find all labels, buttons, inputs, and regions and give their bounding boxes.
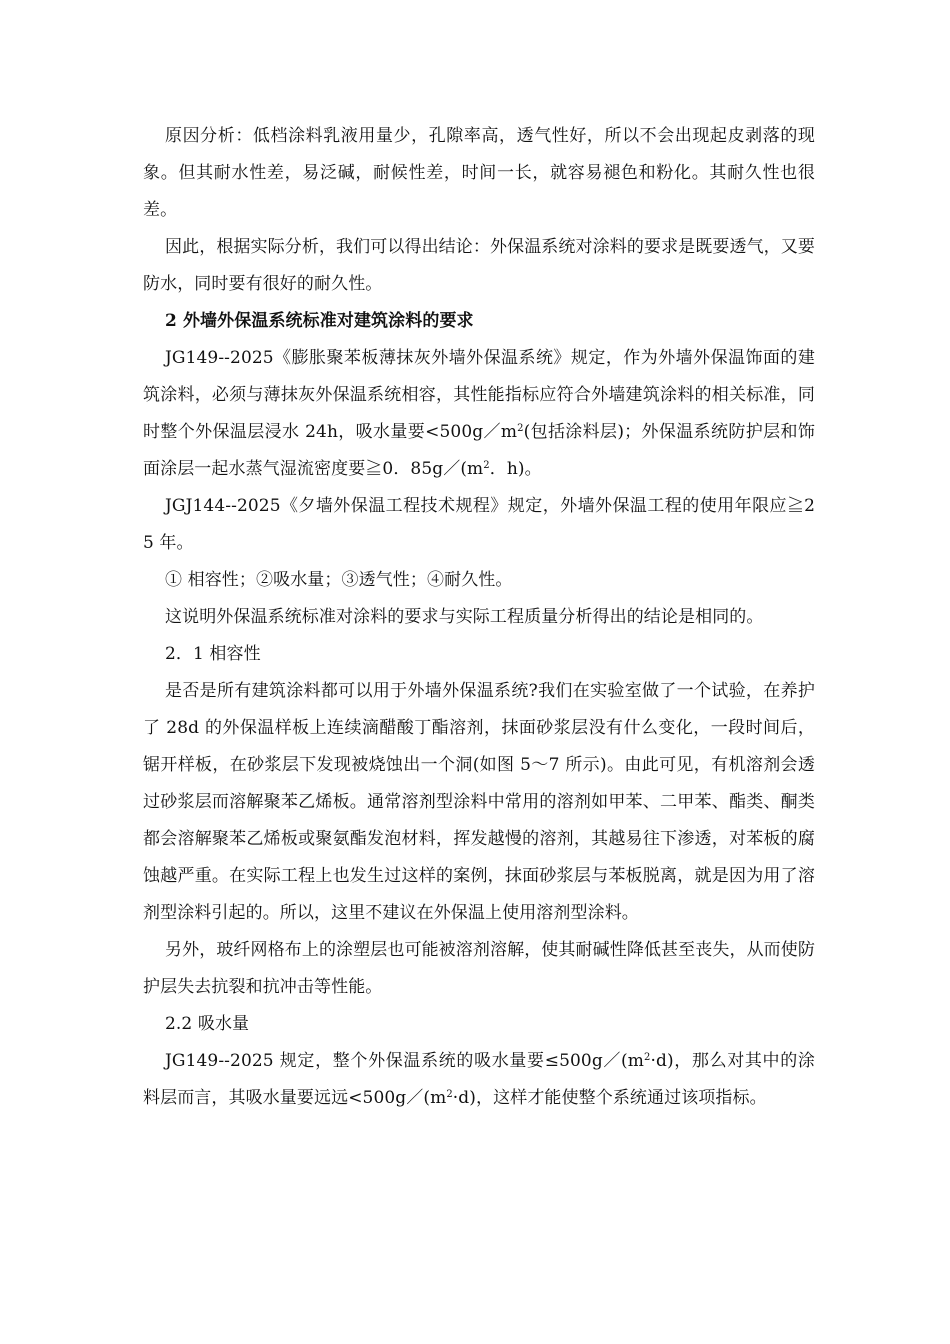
paragraph-cause-analysis: 原因分析：低档涂料乳液用量少，孔隙率高，透气性好，所以不会出现起皮剥落的现象。但其耐水性差，易泛碱，耐候性差，时间一长，就容易褪色和粉化。其耐久性也很差。 bbox=[143, 126, 815, 220]
paragraph-standard-consistency: 这说明外保温系统标准对涂料的要求与实际工程质量分析得出的结论是相同的。 bbox=[165, 607, 764, 627]
paragraph-compatibility-experiment: 是否是所有建筑涂料都可以用于外墙外保温系统?我们在实验室做了一个试验，在养护了 28d 的外保温样板上连续滴醋酸丁酯溶剂，抹面砂浆层没有什么变化，一段时间后，锯开样板，在砂浆层下发现被烧蚀出一个洞(如图 5～7 所示)。由此可见，有机溶剂会透过砂浆层而溶解聚苯乙烯板。通常溶剂型涂料中常用的溶剂如甲苯、二甲苯、酯类、酮类都会溶解聚苯乙烯板或聚氨酯发泡材料，挥发越慢的溶剂，其越易往下渗透，对苯板的腐蚀越严重。在实际工程上也发生过这样的案例，抹面砂浆层与苯板脱离，就是因为用了溶剂型涂料引起的。所以，这里不建议在外保温上使用溶剂型涂料。 bbox=[143, 681, 815, 923]
paragraph-jg149-standard: JG149--2025《膨胀聚苯板薄抹灰外墙外保温系统》规定，作为外墙外保温饰面的建筑涂料，必须与薄抹灰外保温系统相容，其性能指标应符合外墙建筑涂料的相关标准，同时整个外保温层浸水 24h，吸水量要$<500g/m^2$(包括涂料层)；外保温系统防护层和饰面涂层一起水蒸气湿流密度要≧0．$85g/(m^2$．h)。 bbox=[143, 348, 815, 479]
document-page bbox=[143, 118, 815, 1117]
subsection-heading-2-2: 2.2 吸水量 bbox=[165, 1014, 250, 1034]
paragraph-water-absorption: JG149--2025 规定，整个外保温系统的吸水量要$\le 500g/(m^2\cdot d)$，那么对其中的涂料层而言，其吸水量要远远$<500g/(m^2\cdot d)$，这样才能使整个系统通过该项指标。 bbox=[143, 1051, 815, 1108]
paragraph-jgj144-standard: JGJ144--2025《夕墙外保温工程技术规程》规定，外墙外保温工程的使用年限应≧25 年。 bbox=[143, 496, 815, 553]
section-heading-2: 2 外墙外保温系统标准对建筑涂料的要求 bbox=[165, 311, 474, 331]
paragraph-requirements-list: ① 相容性；②吸水量；③透气性；④耐久性。 bbox=[165, 570, 513, 590]
paragraph-fiberglass-mesh: 另外，玻纤网格布上的涂塑层也可能被溶剂溶解，使其耐碱性降低甚至丧失，从而使防护层失去抗裂和抗冲击等性能。 bbox=[143, 940, 815, 997]
subsection-heading-2-1: 2．1 相容性 bbox=[165, 644, 261, 664]
paragraph-conclusion: 因此，根据实际分析，我们可以得出结论：外保温系统对涂料的要求是既要透气，又要防水，同时要有很好的耐久性。 bbox=[143, 237, 815, 294]
